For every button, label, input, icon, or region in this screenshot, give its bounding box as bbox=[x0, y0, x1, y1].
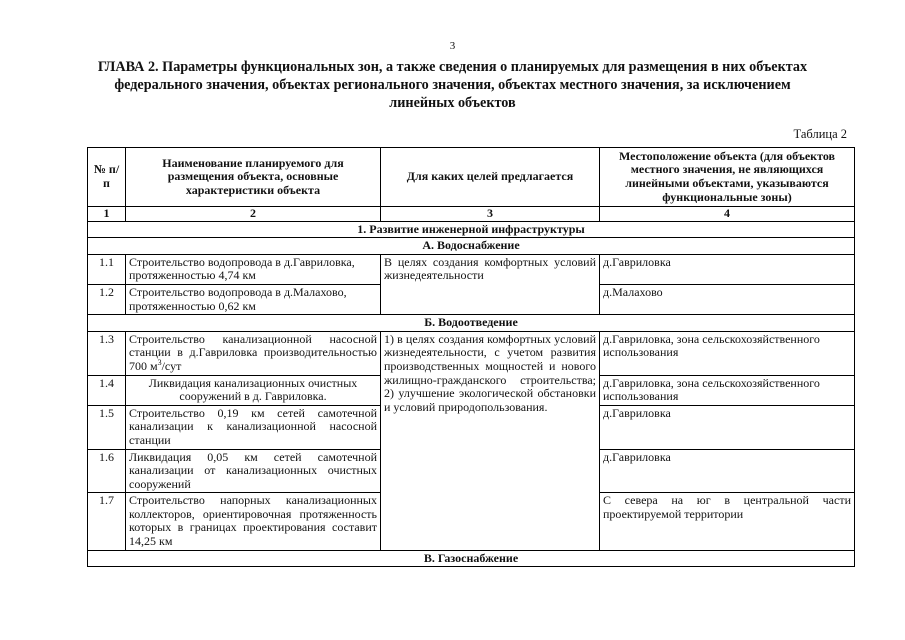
object-name: Строительство 0,19 км сетей самотечной канализации к канализационной насосной станции bbox=[126, 405, 381, 449]
object-name: Строительство водопровода в д.Гавриловка, протяженностью 4,74 км bbox=[126, 254, 381, 284]
subsection-title-sewerage: Б. Водоотведение bbox=[88, 315, 855, 332]
header-purpose: Для каких целей предлагается bbox=[381, 148, 600, 207]
subsection-row bbox=[88, 550, 855, 567]
object-name: Ликвидация 0,05 км сетей самотечной канализации от канализационных очистных сооружений bbox=[126, 449, 381, 493]
page-number: 3 bbox=[449, 40, 456, 52]
row-number: 1.2 bbox=[88, 284, 126, 314]
chapter-title: ГЛАВА 2. Параметры функциональных зон, а также сведения о планируемых для размещения в них объектах федерального значения, объектах регионального значения, объектах местного значения, за исключением линейных объектов bbox=[97, 59, 808, 111]
table-row bbox=[88, 331, 855, 375]
section-row bbox=[88, 221, 855, 238]
header-location: Местоположение объекта (для объектов местного значения, не являющихся линейными объектами, указываются функциональные зоны) bbox=[600, 148, 855, 207]
object-name bbox=[126, 331, 381, 375]
row-number: 1.3 bbox=[88, 331, 126, 375]
location-cell: С севера на юг в центральной части проектируемой территории bbox=[600, 493, 855, 550]
table-row bbox=[88, 254, 855, 284]
purpose-cell: В целях создания комфортных условий жизнедеятельности bbox=[381, 254, 600, 314]
row-number: 1.5 bbox=[88, 405, 126, 449]
subsection-row bbox=[88, 238, 855, 255]
table-header-row bbox=[88, 148, 855, 207]
header-object-name: Наименование планируемого для размещения объекта, основные характеристики объекта bbox=[126, 148, 381, 207]
object-name: Строительство водопровода в д.Малахово, протяженностью 0,62 км bbox=[126, 284, 381, 314]
row-number: 1.4 bbox=[88, 375, 126, 405]
column-number: 2 bbox=[126, 207, 381, 222]
location-cell: д.Гавриловка, зона сельскохозяйственного использования bbox=[600, 331, 855, 375]
object-name-text: Строительство канализационной насосной станции в д.Гавриловка производительностью 700 м bbox=[129, 331, 377, 373]
column-number: 3 bbox=[381, 207, 600, 222]
table-caption: Таблица 2 bbox=[793, 127, 847, 141]
location-cell: д.Гавриловка, зона сельскохозяйственного использования bbox=[600, 375, 855, 405]
subsection-row bbox=[88, 315, 855, 332]
subsection-title-water-supply: А. Водоснабжение bbox=[88, 238, 855, 255]
location-cell: д.Малахово bbox=[600, 284, 855, 314]
row-number: 1.7 bbox=[88, 493, 126, 550]
location-cell: д.Гавриловка bbox=[600, 405, 855, 449]
row-number: 1.1 bbox=[88, 254, 126, 284]
column-numbering-row bbox=[88, 207, 855, 222]
unit-superscript: 3 bbox=[157, 357, 162, 367]
subsection-title-gas-supply: В. Газоснабжение bbox=[88, 550, 855, 567]
object-name: Строительство напорных канализационных коллекторов, ориентировочная протяженность которых в границах проектирования составит 14,25 км bbox=[126, 493, 381, 550]
column-number: 4 bbox=[600, 207, 855, 222]
objects-table bbox=[87, 147, 855, 567]
column-number: 1 bbox=[88, 207, 126, 222]
purpose-cell: 1) в целях создания комфортных условий жизнедеятельности, с учетом развития производственных мощностей и нового жилищно-гражданского строительства; 2) улучшение экологической обстановки и условий природопользования. bbox=[381, 331, 600, 550]
header-number: № п/п bbox=[88, 148, 126, 207]
location-cell: д.Гавриловка bbox=[600, 254, 855, 284]
row-number: 1.6 bbox=[88, 449, 126, 493]
unit-suffix: /сут bbox=[161, 358, 182, 373]
location-cell: д.Гавриловка bbox=[600, 449, 855, 493]
section-title: 1. Развитие инженерной инфраструктуры bbox=[88, 221, 855, 238]
object-name: Ликвидация канализационных очистных сооружений в д. Гавриловка. bbox=[126, 375, 381, 405]
